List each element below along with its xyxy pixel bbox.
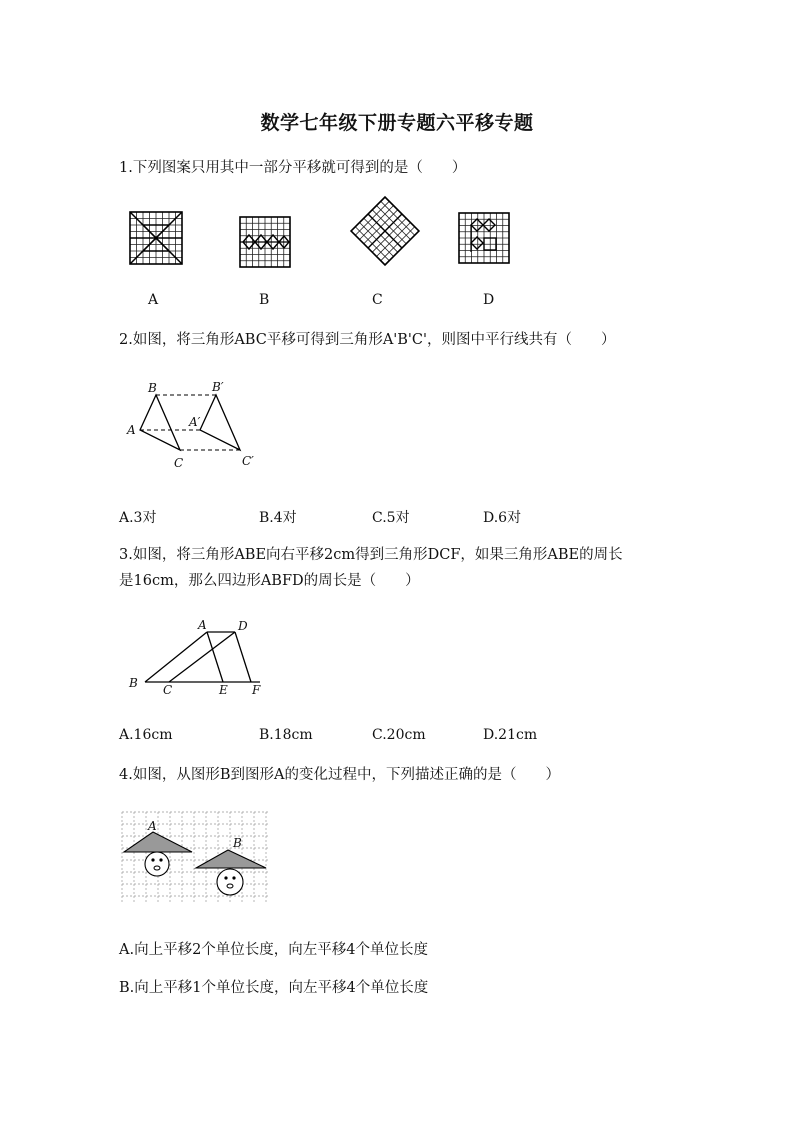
q2-label-b-prime: B′	[212, 380, 224, 394]
q3-label-e: E	[219, 683, 228, 697]
question-3-line-1: 3.如图，将三角形ABE向右平移2cm得到三角形DCF，如果三角形ABE的周长	[119, 547, 623, 563]
q3-parallelogram-figure	[125, 615, 275, 700]
q3-option-d: D.21cm	[483, 727, 538, 743]
q3-label-c: C	[163, 683, 173, 697]
q3-label-a: A	[198, 618, 207, 632]
q4-option-b: B.向上平移1个单位长度，向左平移4个单位长度	[119, 980, 429, 996]
q1-figure-b	[239, 216, 291, 268]
page-title: 数学七年级下册专题六平移专题	[260, 112, 534, 134]
q1-option-a: A	[148, 292, 159, 308]
q4-label-a: A	[148, 819, 157, 833]
q3-label-b: B	[129, 676, 138, 690]
q2-option-b: B.4对	[259, 510, 297, 526]
q3-option-a: A.16cm	[119, 727, 173, 743]
q2-label-a-prime: A′	[189, 415, 201, 429]
q1-option-c: C	[372, 292, 383, 308]
question-3-line-2: 是16cm，那么四边形ABFD的周长是（ ）	[119, 573, 420, 589]
q2-label-b: B	[148, 381, 157, 395]
q1-option-b: B	[259, 292, 270, 308]
q2-label-a: A	[127, 423, 136, 437]
question-2-text: 2.如图，将三角形ABC平移可得到三角形A'B'C'，则图中平行线共有（ ）	[119, 332, 616, 348]
q1-option-d: D	[483, 292, 495, 308]
q2-label-c-prime: C′	[242, 454, 254, 468]
q4-grid-figure	[122, 812, 270, 908]
q3-label-f: F	[252, 683, 261, 697]
q4-option-a: A.向上平移2个单位长度，向左平移4个单位长度	[119, 942, 429, 958]
question-4-text: 4.如图，从图形B到图形A的变化过程中，下列描述正确的是（ ）	[119, 767, 560, 783]
q2-option-c: C.5对	[372, 510, 410, 526]
q1-figure-d	[458, 212, 510, 264]
question-1-text: 1.下列图案只用其中一部分平移就可得到的是（ ）	[119, 160, 467, 176]
q4-label-b: B	[233, 836, 242, 850]
q3-option-b: B.18cm	[259, 727, 313, 743]
q3-option-c: C.20cm	[372, 727, 426, 743]
q2-option-d: D.6对	[483, 510, 522, 526]
q1-figure-c	[349, 195, 421, 267]
q3-label-d: D	[238, 619, 248, 633]
q2-triangle-figure	[120, 375, 270, 475]
q2-option-a: A.3对	[119, 510, 157, 526]
q1-figure-a	[129, 211, 183, 265]
q2-label-c: C	[174, 456, 184, 470]
